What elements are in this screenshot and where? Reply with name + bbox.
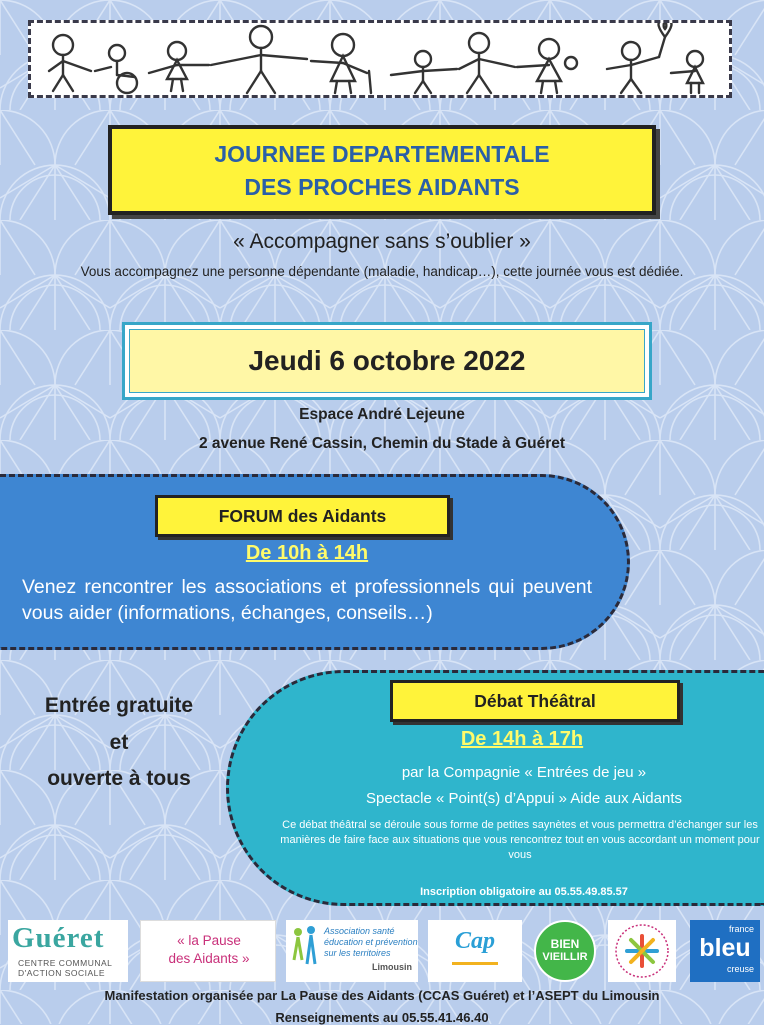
event-title-line1: JOURNEE DEPARTEMENTALE: [214, 141, 550, 167]
conference-financeurs-logo: [608, 920, 676, 982]
cap-logo-underline: [452, 962, 498, 965]
debate-time: De 14h à 17h: [460, 728, 584, 750]
gueret-logo-name: Guéret: [12, 922, 105, 954]
gueret-ccas-logo: [8, 920, 128, 982]
event-title-line2: DES PROCHES AIDANTS: [244, 174, 520, 200]
gueret-logo-sub2: D'ACTION SOCIALE: [18, 968, 106, 978]
event-date-box: [122, 322, 652, 400]
cap-logo-name: Cap: [454, 928, 495, 954]
bien-vieillir-logo: [534, 920, 600, 982]
bleu-logo-line1: france: [728, 924, 754, 934]
cap-limousin-logo: [428, 920, 522, 982]
pause-logo-line2: des Aidants »: [168, 951, 250, 966]
venue-address: 2 avenue René Cassin, Chemin du Stade à Guéret: [198, 435, 566, 452]
asept-figures-icon: [290, 924, 320, 972]
gueret-logo-sub1: CENTRE COMMUNAL: [18, 958, 113, 968]
pause-logo-line1: « la Pause: [177, 933, 241, 948]
forum-time: De 10h à 14h: [245, 542, 369, 564]
debate-inscription: Inscription obligatoire au 05.55.49.85.57: [420, 886, 628, 898]
debate-show: Spectacle « Point(s) d’Appui » Aide aux Aidants: [365, 790, 683, 807]
event-intro: Vous accompagnez une personne dépendante (maladie, handicap…), cette journée vous est dédiée.: [80, 264, 684, 279]
free-entry-line3: ouverte à tous: [47, 767, 191, 790]
asept-line1: Association santé: [324, 926, 395, 936]
bleu-logo-line2: bleu: [699, 934, 751, 962]
event-title-box: [108, 125, 656, 215]
organizers-text: Manifestation organisée par La Pause des Aidants (CCAS Guéret) et l’ASEPT du Limousin: [104, 988, 660, 1003]
bleu-logo-line3: creuse: [726, 964, 754, 974]
free-entry-line2: et: [109, 730, 129, 754]
debate-description: Ce débat théâtral se déroule sous forme de petites saynètes et vous permettra d’échanger sur les manières de faire face aux situations que vous rencontrez tout en vous accordant un moment pour vous: [280, 819, 760, 861]
conference-star-icon: [608, 920, 676, 982]
family-figures-banner: [28, 20, 732, 98]
info-phone-text: Renseignements au 05.55.41.46.40: [275, 1010, 489, 1025]
event-date: Jeudi 6 octobre 2022: [129, 329, 645, 393]
debate-troupe: par la Compagnie « Entrées de jeu »: [401, 764, 647, 781]
pause-des-aidants-logo: [140, 920, 276, 982]
france-bleu-creuse-logo: [690, 920, 760, 982]
bien-vieillir-line2: VIEILLIR: [542, 951, 588, 963]
stick-figures-illustration: [31, 23, 729, 95]
event-slogan: « Accompagner sans s’oublier »: [233, 230, 531, 253]
forum-label: FORUM des Aidants: [155, 495, 450, 537]
asept-line3: sur les territoires: [324, 948, 391, 958]
free-entry-notice: [18, 688, 220, 798]
debate-label: Débat Théâtral: [390, 680, 680, 722]
bien-vieillir-line1: BIEN: [550, 937, 580, 951]
venue-name: Espace André Lejeune: [299, 406, 465, 423]
asept-line2: éducation et prévention: [324, 937, 418, 947]
forum-description: Venez rencontrer les associations et professionnels qui peuvent vous aider (informations, échanges, conseils…): [22, 576, 592, 624]
free-entry-line1: Entrée gratuite: [44, 694, 194, 717]
asept-line4: Limousin: [372, 962, 412, 972]
asept-limousin-logo: [286, 920, 418, 982]
